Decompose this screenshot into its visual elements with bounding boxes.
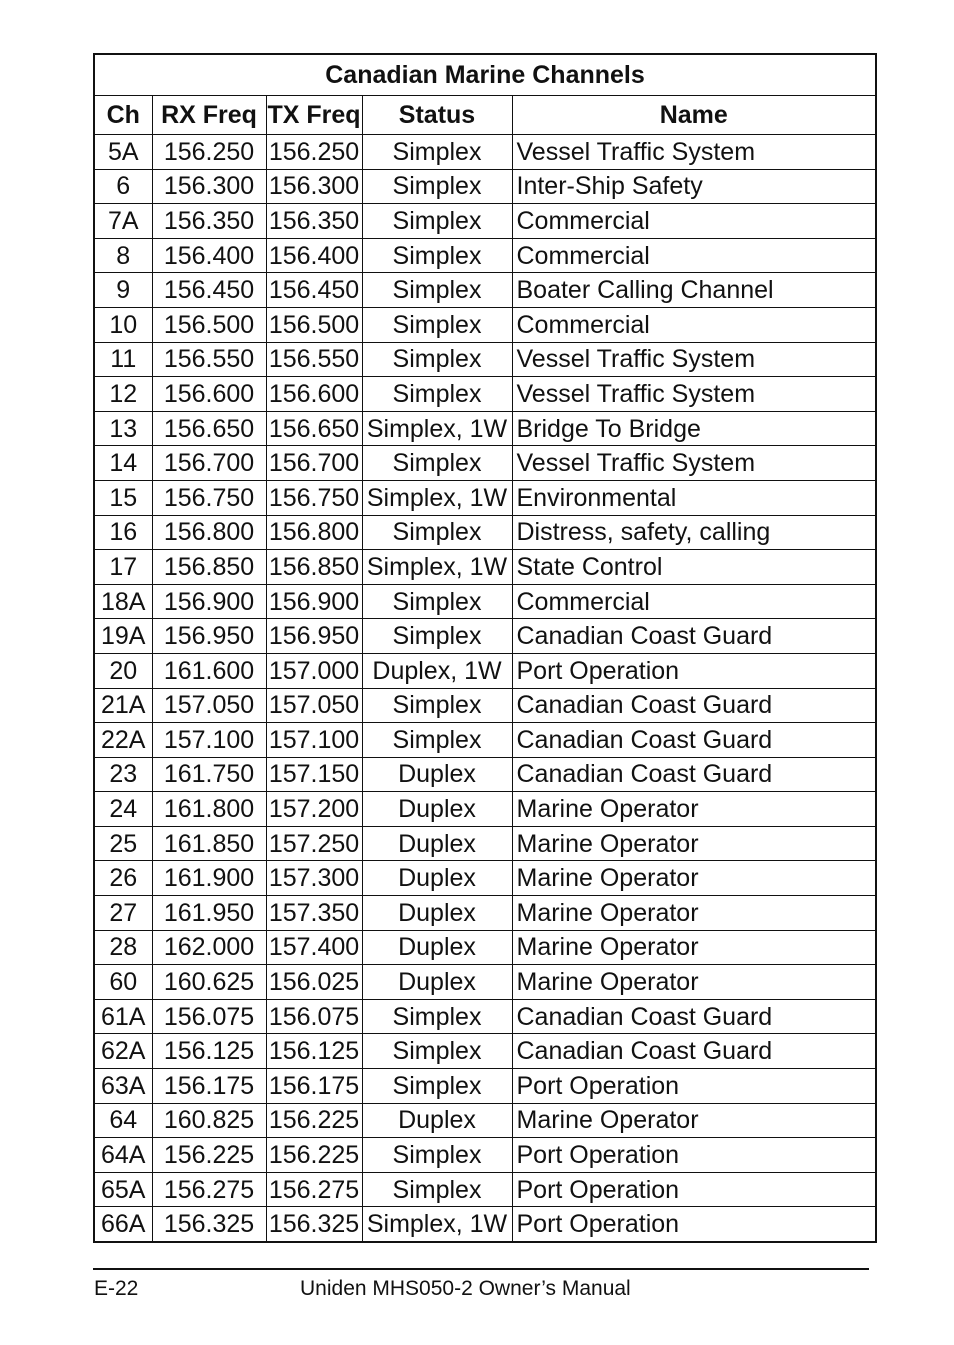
table-row xyxy=(94,584,876,619)
cell-name: Vessel Traffic System xyxy=(512,135,876,170)
cell-rx-freq: 156.175 xyxy=(152,1069,266,1104)
cell-ch: 64 xyxy=(94,1103,152,1138)
cell-rx-freq: 156.300 xyxy=(152,169,266,204)
cell-rx-freq: 156.500 xyxy=(152,307,266,342)
cell-ch: 64A xyxy=(94,1138,152,1173)
table-title: Canadian Marine Channels xyxy=(94,54,876,96)
table-row xyxy=(94,861,876,896)
table-row xyxy=(94,169,876,204)
cell-name: Marine Operator xyxy=(512,792,876,827)
table-row xyxy=(94,723,876,758)
table-row xyxy=(94,1172,876,1207)
canadian-marine-channels-table xyxy=(93,53,877,1243)
cell-tx-freq: 157.050 xyxy=(266,688,362,723)
cell-rx-freq: 156.250 xyxy=(152,135,266,170)
cell-name: Canadian Coast Guard xyxy=(512,688,876,723)
header-rx-freq: RX Freq xyxy=(152,96,266,135)
table-row xyxy=(94,342,876,377)
cell-tx-freq: 156.700 xyxy=(266,446,362,481)
cell-rx-freq: 156.850 xyxy=(152,550,266,585)
cell-tx-freq: 157.150 xyxy=(266,757,362,792)
cell-rx-freq: 156.950 xyxy=(152,619,266,654)
cell-rx-freq: 157.100 xyxy=(152,723,266,758)
cell-tx-freq: 157.400 xyxy=(266,930,362,965)
cell-ch: 25 xyxy=(94,826,152,861)
cell-name: Marine Operator xyxy=(512,861,876,896)
cell-status: Duplex xyxy=(362,896,512,931)
cell-name: Vessel Traffic System xyxy=(512,446,876,481)
cell-name: Boater Calling Channel xyxy=(512,273,876,308)
table-row xyxy=(94,1138,876,1173)
table-row xyxy=(94,896,876,931)
cell-rx-freq: 156.225 xyxy=(152,1138,266,1173)
cell-status: Simplex xyxy=(362,342,512,377)
cell-rx-freq: 156.900 xyxy=(152,584,266,619)
cell-rx-freq: 157.050 xyxy=(152,688,266,723)
cell-tx-freq: 156.225 xyxy=(266,1138,362,1173)
cell-ch: 63A xyxy=(94,1069,152,1104)
cell-status: Duplex xyxy=(362,757,512,792)
cell-rx-freq: 161.600 xyxy=(152,653,266,688)
cell-status: Simplex xyxy=(362,1138,512,1173)
table-row xyxy=(94,550,876,585)
table-row xyxy=(94,273,876,308)
table-row xyxy=(94,515,876,550)
cell-name: Environmental xyxy=(512,480,876,515)
cell-tx-freq: 156.250 xyxy=(266,135,362,170)
cell-ch: 61A xyxy=(94,999,152,1034)
cell-ch: 26 xyxy=(94,861,152,896)
cell-ch: 6 xyxy=(94,169,152,204)
cell-status: Simplex, 1W xyxy=(362,411,512,446)
table-row xyxy=(94,792,876,827)
cell-status: Duplex xyxy=(362,861,512,896)
cell-status: Simplex xyxy=(362,1034,512,1069)
cell-tx-freq: 156.850 xyxy=(266,550,362,585)
table-row xyxy=(94,446,876,481)
cell-rx-freq: 156.550 xyxy=(152,342,266,377)
cell-tx-freq: 156.125 xyxy=(266,1034,362,1069)
cell-tx-freq: 156.025 xyxy=(266,965,362,1000)
cell-ch: 62A xyxy=(94,1034,152,1069)
cell-rx-freq: 156.450 xyxy=(152,273,266,308)
cell-tx-freq: 156.750 xyxy=(266,480,362,515)
cell-ch: 15 xyxy=(94,480,152,515)
cell-name: Marine Operator xyxy=(512,896,876,931)
cell-rx-freq: 156.400 xyxy=(152,238,266,273)
cell-rx-freq: 162.000 xyxy=(152,930,266,965)
cell-tx-freq: 156.175 xyxy=(266,1069,362,1104)
table-row xyxy=(94,653,876,688)
cell-name: Commercial xyxy=(512,204,876,239)
cell-rx-freq: 156.275 xyxy=(152,1172,266,1207)
cell-rx-freq: 156.700 xyxy=(152,446,266,481)
cell-status: Simplex xyxy=(362,723,512,758)
cell-status: Simplex xyxy=(362,169,512,204)
cell-status: Simplex, 1W xyxy=(362,480,512,515)
cell-name: Port Operation xyxy=(512,1207,876,1242)
cell-tx-freq: 157.250 xyxy=(266,826,362,861)
cell-tx-freq: 156.075 xyxy=(266,999,362,1034)
cell-name: Inter-Ship Safety xyxy=(512,169,876,204)
cell-name: Port Operation xyxy=(512,1138,876,1173)
cell-status: Simplex xyxy=(362,238,512,273)
cell-ch: 13 xyxy=(94,411,152,446)
cell-tx-freq: 156.325 xyxy=(266,1207,362,1242)
table-row xyxy=(94,204,876,239)
cell-tx-freq: 156.300 xyxy=(266,169,362,204)
cell-tx-freq: 157.100 xyxy=(266,723,362,758)
cell-name: Canadian Coast Guard xyxy=(512,999,876,1034)
cell-ch: 66A xyxy=(94,1207,152,1242)
table-row xyxy=(94,1034,876,1069)
cell-status: Duplex xyxy=(362,792,512,827)
cell-tx-freq: 156.350 xyxy=(266,204,362,239)
table-row xyxy=(94,1103,876,1138)
cell-status: Simplex xyxy=(362,584,512,619)
cell-tx-freq: 156.450 xyxy=(266,273,362,308)
cell-name: Marine Operator xyxy=(512,826,876,861)
cell-status: Simplex, 1W xyxy=(362,550,512,585)
cell-rx-freq: 161.850 xyxy=(152,826,266,861)
cell-name: Canadian Coast Guard xyxy=(512,757,876,792)
cell-tx-freq: 156.650 xyxy=(266,411,362,446)
cell-ch: 19A xyxy=(94,619,152,654)
cell-rx-freq: 156.600 xyxy=(152,377,266,412)
cell-rx-freq: 161.950 xyxy=(152,896,266,931)
cell-name: Commercial xyxy=(512,307,876,342)
table-row xyxy=(94,930,876,965)
cell-status: Simplex xyxy=(362,273,512,308)
cell-tx-freq: 156.225 xyxy=(266,1103,362,1138)
cell-status: Simplex xyxy=(362,135,512,170)
cell-status: Simplex xyxy=(362,377,512,412)
cell-status: Simplex xyxy=(362,204,512,239)
table-row xyxy=(94,757,876,792)
cell-ch: 20 xyxy=(94,653,152,688)
cell-name: Port Operation xyxy=(512,653,876,688)
cell-tx-freq: 156.500 xyxy=(266,307,362,342)
cell-name: Port Operation xyxy=(512,1172,876,1207)
cell-status: Simplex xyxy=(362,999,512,1034)
cell-status: Simplex xyxy=(362,1069,512,1104)
cell-name: State Control xyxy=(512,550,876,585)
table-row xyxy=(94,965,876,1000)
cell-status: Simplex xyxy=(362,619,512,654)
header-name: Name xyxy=(512,96,876,135)
table-row xyxy=(94,135,876,170)
cell-ch: 9 xyxy=(94,273,152,308)
cell-rx-freq: 156.350 xyxy=(152,204,266,239)
cell-status: Duplex xyxy=(362,930,512,965)
cell-name: Canadian Coast Guard xyxy=(512,723,876,758)
cell-ch: 65A xyxy=(94,1172,152,1207)
cell-status: Duplex xyxy=(362,965,512,1000)
cell-status: Duplex xyxy=(362,1103,512,1138)
cell-name: Canadian Coast Guard xyxy=(512,619,876,654)
table-row xyxy=(94,238,876,273)
cell-rx-freq: 156.800 xyxy=(152,515,266,550)
cell-name: Marine Operator xyxy=(512,930,876,965)
cell-ch: 18A xyxy=(94,584,152,619)
cell-name: Marine Operator xyxy=(512,965,876,1000)
cell-status: Simplex xyxy=(362,446,512,481)
table-row xyxy=(94,619,876,654)
cell-tx-freq: 156.275 xyxy=(266,1172,362,1207)
cell-status: Simplex xyxy=(362,1172,512,1207)
table-row xyxy=(94,1069,876,1104)
cell-status: Duplex xyxy=(362,826,512,861)
cell-ch: 11 xyxy=(94,342,152,377)
header-status: Status xyxy=(362,96,512,135)
cell-ch: 12 xyxy=(94,377,152,412)
cell-rx-freq: 156.650 xyxy=(152,411,266,446)
cell-ch: 60 xyxy=(94,965,152,1000)
cell-rx-freq: 156.125 xyxy=(152,1034,266,1069)
cell-tx-freq: 156.400 xyxy=(266,238,362,273)
cell-tx-freq: 156.550 xyxy=(266,342,362,377)
cell-status: Duplex, 1W xyxy=(362,653,512,688)
cell-ch: 23 xyxy=(94,757,152,792)
header-row xyxy=(94,96,876,135)
cell-tx-freq: 157.350 xyxy=(266,896,362,931)
cell-rx-freq: 156.750 xyxy=(152,480,266,515)
table-row xyxy=(94,377,876,412)
cell-ch: 10 xyxy=(94,307,152,342)
cell-ch: 7A xyxy=(94,204,152,239)
page-number: E-22 xyxy=(94,1277,139,1300)
cell-tx-freq: 156.950 xyxy=(266,619,362,654)
cell-status: Simplex, 1W xyxy=(362,1207,512,1242)
cell-tx-freq: 157.000 xyxy=(266,653,362,688)
cell-ch: 14 xyxy=(94,446,152,481)
cell-name: Canadian Coast Guard xyxy=(512,1034,876,1069)
cell-tx-freq: 156.900 xyxy=(266,584,362,619)
cell-name: Port Operation xyxy=(512,1069,876,1104)
footer-divider xyxy=(93,1268,869,1270)
cell-ch: 16 xyxy=(94,515,152,550)
table-row xyxy=(94,1207,876,1242)
table-row xyxy=(94,307,876,342)
cell-ch: 8 xyxy=(94,238,152,273)
cell-ch: 21A xyxy=(94,688,152,723)
cell-name: Distress, safety, calling xyxy=(512,515,876,550)
cell-rx-freq: 161.800 xyxy=(152,792,266,827)
cell-rx-freq: 156.325 xyxy=(152,1207,266,1242)
cell-tx-freq: 156.800 xyxy=(266,515,362,550)
table-row xyxy=(94,999,876,1034)
header-tx-freq: TX Freq xyxy=(266,96,362,135)
cell-status: Simplex xyxy=(362,688,512,723)
cell-rx-freq: 161.900 xyxy=(152,861,266,896)
cell-tx-freq: 157.200 xyxy=(266,792,362,827)
cell-name: Commercial xyxy=(512,584,876,619)
table-body xyxy=(94,135,876,1243)
cell-ch: 17 xyxy=(94,550,152,585)
cell-name: Commercial xyxy=(512,238,876,273)
cell-name: Marine Operator xyxy=(512,1103,876,1138)
cell-rx-freq: 160.625 xyxy=(152,965,266,1000)
cell-name: Bridge To Bridge xyxy=(512,411,876,446)
cell-tx-freq: 157.300 xyxy=(266,861,362,896)
cell-rx-freq: 161.750 xyxy=(152,757,266,792)
cell-rx-freq: 156.075 xyxy=(152,999,266,1034)
cell-rx-freq: 160.825 xyxy=(152,1103,266,1138)
cell-name: Vessel Traffic System xyxy=(512,377,876,412)
table-row xyxy=(94,688,876,723)
cell-ch: 5A xyxy=(94,135,152,170)
manual-title: Uniden MHS050-2 Owner’s Manual xyxy=(300,1277,631,1300)
table-row xyxy=(94,480,876,515)
cell-ch: 28 xyxy=(94,930,152,965)
table-row xyxy=(94,411,876,446)
cell-name: Vessel Traffic System xyxy=(512,342,876,377)
cell-status: Simplex xyxy=(362,307,512,342)
table-row xyxy=(94,826,876,861)
header-ch: Ch xyxy=(94,96,152,135)
cell-tx-freq: 156.600 xyxy=(266,377,362,412)
cell-ch: 22A xyxy=(94,723,152,758)
cell-status: Simplex xyxy=(362,515,512,550)
cell-ch: 24 xyxy=(94,792,152,827)
cell-ch: 27 xyxy=(94,896,152,931)
